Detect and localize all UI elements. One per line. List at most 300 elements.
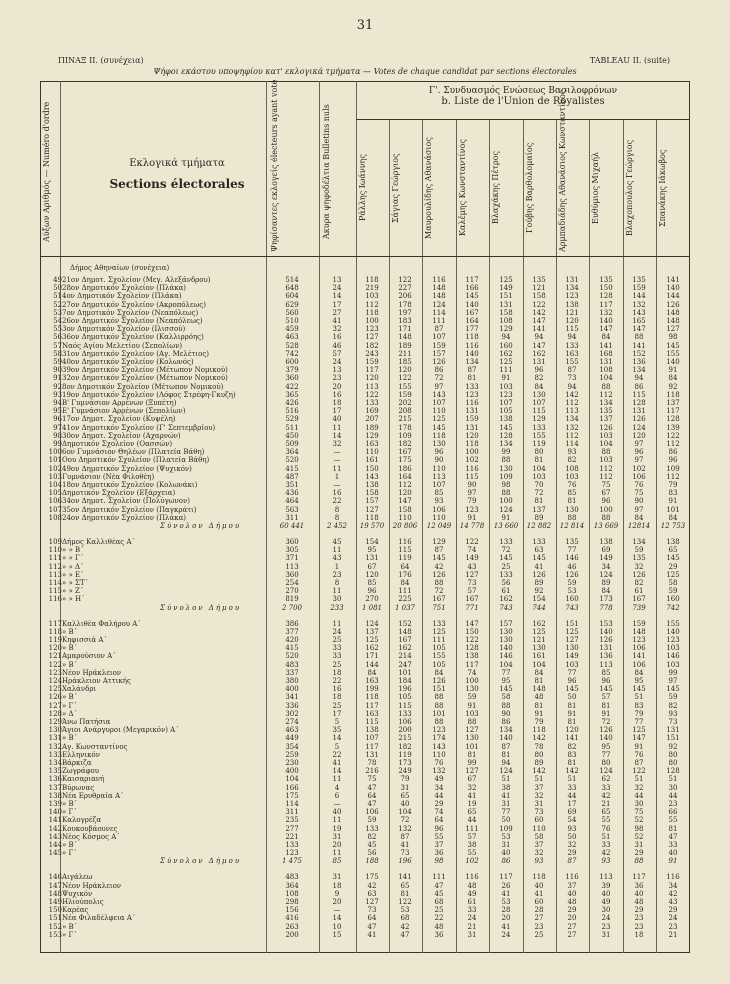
vote-cell: 127 [465,726,479,735]
vote-cell: 156 [285,906,299,915]
vote-cell: 101 [465,742,479,751]
vote-cell: 120 [398,366,412,375]
vote-cell: 36 [434,930,444,939]
vote-cell: 184 [398,677,412,685]
vote-cell: 416 [285,914,299,923]
vote-cell: 19 [467,800,477,808]
vote-cell: 117 [632,873,646,882]
vote-cell: 77 [567,546,577,555]
row-number: 148 [48,889,62,898]
vote-cell: 160 [666,595,680,604]
vote-cell: 32 [634,562,644,571]
vote-cell: 182 [398,742,412,751]
vote-cell: 11 [332,587,342,596]
vote-cell: 106 [632,660,646,669]
party-head [356,86,690,107]
vote-cell: 305 [285,546,299,555]
vote-cell: 14 778 [459,522,485,530]
registered-head: Ψηφίσαντες εκλογείς électeurs ayant voté [270,79,279,252]
vote-cell: 436 [285,489,299,498]
row-number: 59 [53,358,62,366]
row-number: 113 [48,570,62,579]
vote-cell: 11 [332,775,342,784]
vote-cell: 778 [599,603,613,612]
vote-cell: 302 [285,709,299,718]
vote-cell: 90 [467,481,477,489]
section-name: Ζωγράφου [62,767,99,776]
vote-cell: 197 [398,308,412,317]
vote-cell: 89 [534,513,544,522]
vote-cell: 34 [668,881,678,890]
vote-cell: 123 [365,325,379,334]
vote-cell: 162 [532,349,546,358]
row-number: 126 [48,693,62,702]
vote-cell: 163 [365,709,379,718]
vote-cell: 743 [565,603,579,612]
row-number: 90 [53,366,62,375]
vote-cell: 145 [666,685,680,694]
vote-cell: 53 [501,898,511,906]
vote-cell: 100 [499,497,513,506]
vote-cell: 115 [398,701,412,710]
candidate-head: Σάγιας Γεώργιος [391,153,400,223]
vote-cell: 6 [334,791,340,800]
vote-cell: 48 [434,922,444,931]
party-name-french: b. Liste de l'Union de Royalistes [441,96,605,107]
vote-cell: 46 [567,562,577,571]
vote-cell: 116 [398,538,412,546]
vote-cell: 121 [532,284,546,293]
vote-cell: 42 [668,889,678,898]
vote-cell: 164 [398,472,412,481]
vote-cell: 59 [668,693,678,702]
vote-cell: 123 [499,390,513,399]
vote-cell: 140 [465,300,479,309]
row-number: 52 [53,300,62,309]
vote-cell: 158 [398,505,412,514]
vote-cell: 91 [668,366,678,375]
section-name: Β' Γυμνάσιον Αρρένων (Ξυπέτη) [62,399,177,407]
vote-cell: 134 [632,366,646,375]
row-number: 119 [48,636,62,644]
vote-cell: 52 [634,832,644,841]
vote-cell: 110 [432,407,446,416]
vote-cell: 80 [668,759,678,767]
vote-cell: 819 [285,595,299,604]
vote-cell: 84 [434,668,444,677]
vote-cell: 19 [332,824,342,833]
vote-cell: 351 [285,481,299,489]
vote-cell: 27 [567,922,577,931]
vote-cell: 235 [285,816,299,825]
vote-cell: 73 [567,374,577,383]
vote-cell: 166 [465,284,479,293]
vote-cell: 108 [565,464,579,473]
vote-cell: 118 [365,693,379,702]
vote-cell: 130 [565,644,579,653]
vote-cell: 162 [398,644,412,653]
row-number: 143 [48,832,62,841]
vote-cell: 134 [565,284,579,293]
blank-head: Άκυρα ψηφοδέλτια Bulletins nuls [322,104,331,240]
vote-cell: 103 [499,382,513,391]
vote-cell: 151 [499,292,513,301]
vote-cell: 121 [532,636,546,644]
vote-cell: 117 [365,742,379,751]
vote-cell: 87 [634,759,644,767]
vote-cell: 142 [532,767,546,776]
vote-cell: 117 [365,701,379,710]
vote-cell: 59 [668,587,678,596]
vote-cell: 56 [367,849,377,858]
vote-cell: 98 [501,481,511,489]
vote-cell: 364 [285,448,299,457]
vote-cell: 263 [285,922,299,931]
vote-cell: 133 [465,382,479,391]
row-number: 123 [48,668,62,677]
vote-cell: 40 [668,849,678,858]
vote-cell: 38 [501,783,511,792]
section-name: » Γ΄ [62,808,77,817]
vote-cell: 13 [332,366,342,375]
vote-cell: 98 [668,333,678,342]
vote-cell: 109 [499,824,513,833]
vote-cell: 31 [634,841,644,849]
vote-cell: 160 [565,595,579,604]
vote-cell: 40 [501,849,511,858]
vote-cell: 130 [499,636,513,644]
vote-cell: 510 [285,317,299,325]
vote-cell: 99 [501,448,511,457]
vote-cell: 20 [567,914,577,923]
vote-cell: 145 [666,554,680,563]
vote-cell: 23 [668,922,678,931]
vote-cell: 141 [532,325,546,334]
section-name: » » Η΄ [62,595,85,604]
vote-cell: 91 [467,513,477,522]
section-name: 21ον Δημοτ. Σχολείον (Μεγ. Αλεξάνδρου) [62,276,211,284]
row-number: 109 [48,538,62,546]
vote-cell: 189 [398,341,412,350]
vote-cell: 151 [666,734,680,743]
vote-cell: 111 [398,587,412,596]
vote-cell: 87 [467,366,477,375]
vote-cell: 95 [501,677,511,685]
vote-cell: 142 [565,390,579,399]
row-number: 104 [48,481,62,489]
vote-cell: 5 [334,742,340,751]
section-name: 34ον Δημοτ. Σχολείον (Πολύγωνον) [62,497,190,506]
vote-cell: 111 [499,366,513,375]
vote-cell: 49 [601,898,611,906]
row-number: 114 [48,579,62,587]
vote-cell: 59 [567,579,577,587]
vote-cell: 74 [434,808,444,817]
vote-cell: 158 [532,292,546,301]
vote-cell: 120 [565,726,579,735]
vote-cell: 51 [567,775,577,784]
vote-cell: 96 [601,497,611,506]
vote-cell: 32 [332,325,342,334]
vote-cell: 145 [565,685,579,694]
vote-cell: 36 [634,881,644,890]
vote-cell: 157 [499,619,513,628]
vote-cell: 88 [634,333,644,342]
row-number: 145 [48,849,62,858]
vote-cell: 18 [332,668,342,677]
vote-cell: 110 [398,513,412,522]
vote-cell: 216 [365,767,379,776]
vote-cell: 138 [365,481,379,489]
vote-cell: 11 [332,464,342,473]
vote-cell: 1 081 [361,603,383,612]
vote-cell: 145 [499,685,513,694]
vote-cell: 116 [465,464,479,473]
vote-cell: 127 [465,767,479,776]
vote-cell: 77 [634,718,644,726]
vote-cell: 135 [632,276,646,284]
vote-cell: 144 [365,660,379,669]
vote-cell: 117 [365,366,379,375]
vote-cell: 122 [666,431,680,440]
vote-cell: 109 [666,464,680,473]
section-name: Νέον Ηράκλειον [62,668,122,677]
vote-cell: 88 [601,382,611,391]
row-number: 115 [48,587,62,596]
vote-cell: 112 [565,431,579,440]
vote-cell: 483 [285,873,299,882]
vote-cell: 29 [434,800,444,808]
vote-cell: 171 [365,652,379,661]
row-number: 108 [48,513,62,522]
vote-cell: 147 [532,341,546,350]
section-name: » » Ζ΄ [62,587,84,596]
vote-cell: 8 [334,505,340,514]
vote-cell: 129 [532,415,546,424]
vote-cell: 33 [332,652,342,661]
vote-cell: 23 [601,922,611,931]
vote-cell: 20 806 [392,522,418,530]
vote-cell: 155 [432,652,446,661]
vote-cell: 32 [467,783,477,792]
vote-cell: 140 [666,284,680,293]
vote-cell: 86 [634,382,644,391]
section-name: 4ον Δημοτικόν Σχολείον (Πλάκα) [62,292,182,301]
vote-cell: 107 [432,399,446,407]
vote-cell: 120 [365,570,379,579]
vote-cell: 88 [567,513,577,522]
vote-cell: 129 [432,538,446,546]
vote-cell: 95 [634,677,644,685]
vote-cell: 214 [398,652,412,661]
vote-cell: 127 [565,636,579,644]
section-name: Νέα Ερυθραία Α΄ [62,791,124,800]
vote-cell: 65 [601,808,611,817]
vote-cell: 135 [532,276,546,284]
section-name: » Β΄ [62,627,78,636]
vote-cell: 118 [465,333,479,342]
vote-cell: 104 [532,660,546,669]
vote-cell: 31 [501,841,511,849]
section-name: 19ον Δημοτικόν Σχολείον (Λόφος Στρέφη-Γκυζη) [62,390,236,399]
vote-cell: 483 [285,660,299,669]
row-number: 110 [48,546,62,555]
vote-cell: 600 [285,358,299,366]
vote-cell: 125 [432,627,446,636]
vote-cell: 155 [532,431,546,440]
vote-cell: 202 [398,399,412,407]
vote-cell: 14 [332,431,342,440]
vote-cell: 215 [398,734,412,743]
vote-cell: 270 [365,595,379,604]
vote-cell: 17 [332,709,342,718]
vote-cell: 94 [567,382,577,391]
vote-cell: 72 [434,587,444,596]
vote-cell: 125 [432,415,446,424]
vote-cell: 130 [565,505,579,514]
vote-cell: 133 [365,399,379,407]
vote-cell: 34 [601,562,611,571]
vote-cell: 148 [398,333,412,342]
vote-cell: 107 [432,481,446,489]
vote-cell: 13 669 [593,522,619,530]
vote-cell: 233 [330,603,344,612]
vote-cell: 126 [565,570,579,579]
vote-cell: 48 [467,881,477,890]
vote-cell: 82 [567,456,577,465]
section-name: Βύρωνας [62,783,95,792]
vote-cell: 142 [532,308,546,317]
vote-cell: 84 [601,587,611,596]
vote-cell: 73 [467,579,477,587]
vote-cell: 27 [332,308,342,317]
vote-cell: 39 [601,881,611,890]
vote-cell: 182 [365,341,379,350]
vote-cell: 122 [365,390,379,399]
vote-cell: 274 [285,718,299,726]
row-number: 125 [48,685,62,694]
section-name: Ηλιούπολις [62,898,104,906]
vote-cell: 43 [332,554,342,563]
row-number: 149 [48,898,62,906]
vote-cell: 22 [434,914,444,923]
vote-cell: 24 [332,358,342,366]
row-number: 137 [48,783,62,792]
vote-cell: 161 [532,652,546,661]
vote-cell: 72 [534,489,544,498]
vote-cell: 48 [634,898,644,906]
vote-cell: 2 452 [326,522,348,530]
vote-cell: 141 [398,873,412,882]
vote-cell: 230 [285,759,299,767]
vote-cell: 25 [332,660,342,669]
row-number: 135 [48,767,62,776]
vote-cell: 81 [567,497,577,506]
vote-cell: 629 [285,300,299,309]
vote-cell: 113 [432,472,446,481]
row-number: 121 [48,652,62,661]
vote-cell: 112 [398,481,412,489]
vote-cell: 148 [532,685,546,694]
row-number: 49 [53,276,62,284]
vote-cell: 11 [332,423,342,432]
vote-cell: 175 [398,456,412,465]
vote-cell: 23 [668,800,678,808]
vote-cell: 37 [567,881,577,890]
vote-cell: 84 [601,333,611,342]
vote-cell: 82 [367,832,377,841]
vote-cell: 73 [668,718,678,726]
vote-cell: 15 [332,930,342,939]
vote-cell: 28 [534,906,544,915]
vote-cell: 97 [434,382,444,391]
vote-cell: 58 [501,693,511,702]
vote-cell: 80 [534,750,544,759]
vote-cell: 178 [398,300,412,309]
vote-cell: 73 [400,849,410,858]
continuation-row [40,263,690,275]
vote-cell: 124 [632,423,646,432]
vote-cell: 112 [599,472,613,481]
vote-cell: 41 [332,317,342,325]
vote-cell: 144 [666,292,680,301]
vote-cell: 76 [634,481,644,489]
candidate-head: Ευθύμιος Μιχαήλ [591,152,600,224]
vote-cell: 20 [501,914,511,923]
vote-cell: 103 [565,472,579,481]
vote-cell: 95 [601,742,611,751]
vote-cell: 61 [501,587,511,596]
section-name: » Β΄ [62,922,78,931]
vote-cell: 29 [668,562,678,571]
vote-cell: 122 [532,300,546,309]
vote-cell: 143 [432,390,446,399]
vote-cell: 10 [332,922,342,931]
vote-cell: 159 [632,619,646,628]
vote-cell: 77 [501,808,511,817]
vote-cell: 45 [367,841,377,849]
vote-cell: 128 [632,399,646,407]
section-name: » » Β΄ [62,546,84,555]
vote-cell: 141 [599,341,613,350]
vote-cell: 111 [432,317,446,325]
vote-cell: 60 [534,898,544,906]
row-number: 92 [53,382,62,391]
vote-cell: 84 [634,668,644,677]
vote-cell: 134 [465,358,479,366]
vote-cell: 125 [499,276,513,284]
vote-cell: 124 [599,767,613,776]
party-name-greek: Γ'. Συνδυασμός Ενώσεως Βασιλοφρόνων [428,86,618,96]
vote-cell: 130 [432,440,446,448]
vote-cell: 91 [567,709,577,718]
vote-cell: 130 [532,390,546,399]
section-name: Νέα Φιλαδέλφεια Α΄ [62,914,136,923]
vote-cell: 207 [365,415,379,424]
vote-cell: 120 [465,431,479,440]
vote-cell: 50 [567,832,577,841]
vote-cell: 99 [668,668,678,677]
vote-cell: 167 [432,595,446,604]
vote-cell: 141 [632,652,646,661]
vote-cell: 76 [634,750,644,759]
header-right: TABLEAU II. (suite) [589,56,670,65]
vote-cell: 49 [434,775,444,784]
row-number: 130 [48,726,62,735]
section-name: Βάρκιζα [62,759,92,767]
vote-cell: 415 [285,644,299,653]
vote-cell: 75 [634,808,644,817]
